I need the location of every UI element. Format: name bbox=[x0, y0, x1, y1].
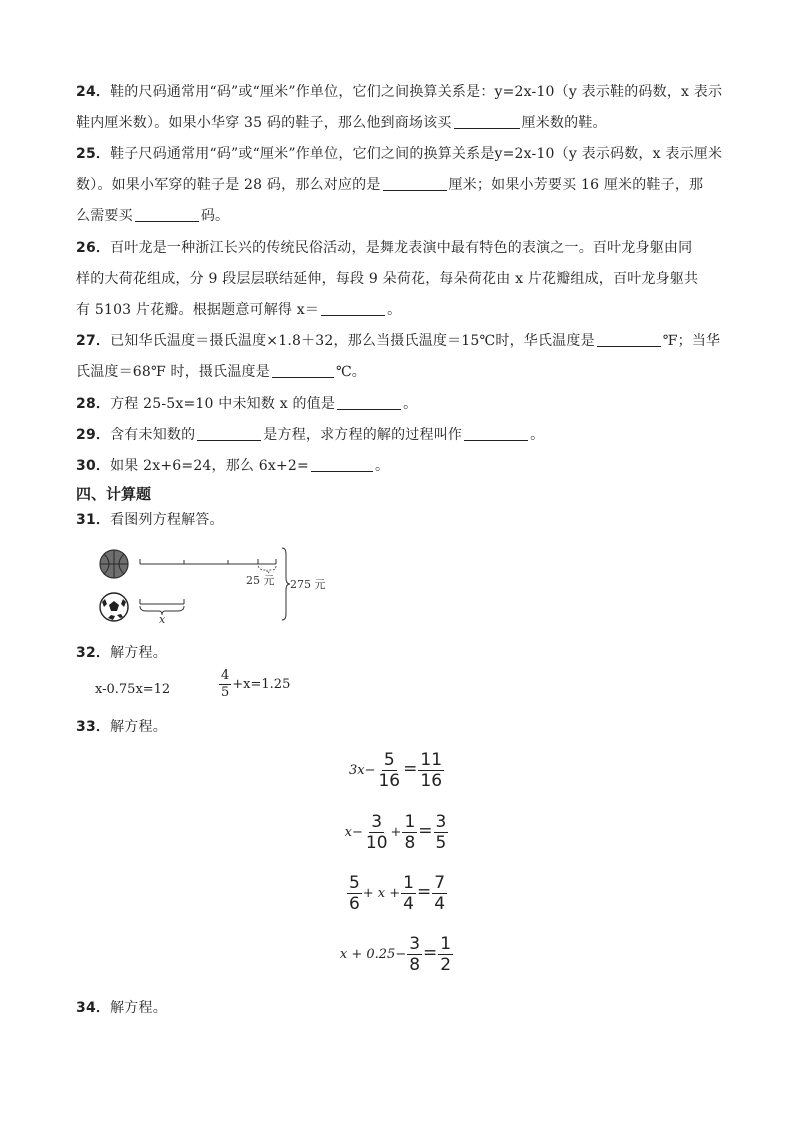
q26-line1 bbox=[76, 238, 726, 258]
q33-e2-n3: 3 bbox=[435, 812, 447, 832]
q33-e3-middle: + x + bbox=[362, 886, 401, 901]
q34-number: 34． bbox=[76, 1000, 111, 1016]
q25-answer-blank-2[interactable] bbox=[135, 207, 199, 222]
q33-e1-equals: = bbox=[403, 759, 418, 779]
q29-text-c: 。 bbox=[530, 427, 545, 443]
q34-text: 解方程。 bbox=[110, 1000, 167, 1016]
q33-e4-prefix: x + 0.25 bbox=[339, 947, 396, 962]
q33-e1-prefix: 3x bbox=[348, 763, 365, 778]
q30-text-a: 如果 2x+6=24，那么 6x+2= bbox=[110, 458, 309, 474]
q33-e4-n1: 3 bbox=[409, 934, 421, 954]
q29-text-a: 含有未知数的 bbox=[110, 427, 196, 443]
q33-e3-d3: 4 bbox=[434, 894, 446, 914]
q28-text-b: 。 bbox=[403, 396, 418, 412]
q32-number: 32． bbox=[76, 645, 111, 661]
q28-line bbox=[76, 394, 726, 414]
q33-e4-equals: = bbox=[423, 943, 438, 963]
q24-text-1: 鞋的尺码通常用“码”或“厘米”作单位，它们之间换算关系是：y=2x-10（y 表示鞋的码数，x 表示 bbox=[110, 84, 723, 100]
q27-line1 bbox=[76, 331, 726, 351]
q33-e2-n1: 3 bbox=[371, 812, 383, 832]
q32-eq2-rest: +x=1.25 bbox=[232, 677, 291, 692]
q26-line3 bbox=[76, 300, 726, 320]
q27-text-2b: ℃。 bbox=[335, 364, 366, 380]
q33-e1-d2: 16 bbox=[420, 771, 443, 791]
q26-answer-blank[interactable] bbox=[321, 301, 385, 316]
q26-text-2: 样的大荷花组成，分 9 段层层联结延伸，每段 9 朵荷花，每朵荷花由 x 片花瓣组成，百叶龙身躯共 bbox=[76, 271, 699, 287]
q27-number: 27． bbox=[76, 333, 111, 349]
q33-e2-equals: = bbox=[418, 821, 433, 841]
q26-text-3a: 有 5103 片花瓣。根据题意可解得 x＝ bbox=[76, 302, 320, 318]
q33-e2-frac3 bbox=[434, 812, 449, 853]
basketball-icon bbox=[100, 550, 128, 578]
q28-number: 28． bbox=[76, 396, 111, 412]
q33-e2-plus: + bbox=[390, 825, 402, 840]
q27-text-2a: 氏温度＝68℉ 时，摄氏温度是 bbox=[76, 364, 270, 380]
q33-e3-n2: 1 bbox=[403, 873, 414, 893]
q32-text: 解方程。 bbox=[110, 645, 167, 661]
q33-e2-frac1 bbox=[364, 812, 390, 853]
q29-answer-blank-2[interactable] bbox=[464, 426, 528, 441]
q25-text-3b: 码。 bbox=[200, 208, 230, 224]
q27-line2 bbox=[76, 362, 726, 382]
q33-equation-1: 3x− $\frac{5}{16}$ = $\frac{11}{16}$ bbox=[348, 750, 443, 791]
label-25-yuan: 25 元 bbox=[246, 574, 275, 587]
q32-equation-1: x-0.75x=12 bbox=[95, 682, 171, 697]
q33-e3-n3: 7 bbox=[434, 873, 446, 893]
q24-line1 bbox=[76, 82, 726, 102]
q33-e2-n2: 1 bbox=[404, 812, 416, 832]
q25-line3 bbox=[76, 206, 726, 226]
q33-e3-equals: = bbox=[416, 882, 432, 902]
q33-e4-d2: 2 bbox=[440, 955, 452, 975]
q26-line2 bbox=[76, 269, 726, 289]
q26-number: 26． bbox=[76, 240, 111, 256]
q33-e2-d1: 10 bbox=[365, 833, 388, 853]
q33-e3-frac3 bbox=[432, 873, 447, 914]
q33-number: 33． bbox=[76, 719, 111, 735]
q33-e1-n1: 5 bbox=[383, 750, 395, 770]
q29-number: 29． bbox=[76, 427, 111, 443]
q30-line bbox=[76, 456, 726, 476]
q31-line bbox=[76, 510, 726, 530]
q32-eq2-numerator: 4 bbox=[221, 668, 230, 683]
q28-answer-blank[interactable] bbox=[337, 395, 401, 410]
q33-e1-frac2 bbox=[418, 750, 444, 791]
q26-text-1: 百叶龙是一种浙江长兴的传统民俗活动，是舞龙表演中最有特色的表演之一。百叶龙身躯由同 bbox=[110, 240, 693, 256]
q30-text-b: 。 bbox=[374, 458, 390, 474]
q33-text: 解方程。 bbox=[110, 719, 167, 735]
section-heading-calculation: 四、计算题 bbox=[76, 485, 152, 503]
q32-eq2-denominator: 5 bbox=[221, 685, 230, 700]
q33-e1-d1: 16 bbox=[378, 771, 401, 791]
q34-line bbox=[76, 998, 726, 1018]
q33-e2-d3: 5 bbox=[435, 833, 447, 853]
q28-text-a: 方程 25-5x=10 中未知数 x 的值是 bbox=[110, 396, 336, 412]
q26-text-3b: 。 bbox=[387, 302, 402, 318]
q33-line bbox=[76, 717, 726, 737]
label-x: x bbox=[159, 613, 166, 624]
q32-line bbox=[76, 643, 726, 663]
q27-answer-blank-1[interactable] bbox=[597, 332, 661, 347]
q33-e1-frac1 bbox=[376, 750, 402, 791]
q33-e2-d2: 8 bbox=[404, 833, 416, 853]
q30-number: 30． bbox=[76, 458, 111, 474]
q33-e3-d1: 6 bbox=[348, 894, 360, 914]
q24-text-2b: 厘米数的鞋。 bbox=[521, 115, 607, 131]
label-275-yuan: 275 元 bbox=[290, 578, 326, 591]
q33-e4-frac2 bbox=[438, 934, 453, 975]
q30-answer-blank[interactable] bbox=[311, 457, 373, 472]
q25-line1 bbox=[76, 144, 726, 164]
q29-answer-blank-1[interactable] bbox=[197, 426, 261, 441]
basketball-segment-line bbox=[140, 559, 276, 573]
q33-e3-n1: 5 bbox=[348, 873, 360, 893]
q33-e3-d2: 4 bbox=[403, 894, 414, 914]
q33-e4-frac1 bbox=[407, 934, 422, 975]
total-brace bbox=[282, 548, 290, 620]
q27-answer-blank-2[interactable] bbox=[272, 363, 334, 378]
q27-text-1b: ℉；当华 bbox=[662, 333, 721, 349]
q29-text-b: 是方程，求方程的解的过程叫作 bbox=[263, 427, 463, 443]
q33-e4-n2: 1 bbox=[440, 934, 452, 954]
q33-e2-prefix: x bbox=[344, 825, 352, 840]
q33-e4-d1: 8 bbox=[409, 955, 421, 975]
q33-equation-4: x + 0.25− $\frac{3}{8}$ = $\frac{1}{2}$ bbox=[339, 934, 452, 975]
q27-text-1a: 已知华氏温度＝摄氏温度×1.8＋32，那么当摄氏温度＝15℃时，华氏温度是 bbox=[110, 333, 595, 349]
soccer-ball-icon bbox=[100, 593, 128, 621]
q33-e1-n2: 11 bbox=[420, 750, 443, 770]
q33-equation-3 bbox=[0, 873, 794, 914]
q33-e3-frac1 bbox=[347, 873, 362, 914]
q29-line bbox=[76, 425, 726, 445]
q31-diagram bbox=[96, 544, 336, 624]
q32-eq2-fraction bbox=[219, 668, 231, 701]
q25-line2 bbox=[76, 175, 726, 195]
q31-diagram-svg bbox=[96, 544, 336, 624]
q25-text-2b: 厘米；如果小芳要买 16 厘米的鞋子，那 bbox=[448, 177, 704, 193]
q31-number: 31． bbox=[76, 512, 111, 528]
q32-equation-2 bbox=[218, 668, 290, 701]
q31-text: 看图列方程解答。 bbox=[110, 512, 224, 528]
q24-line2 bbox=[76, 113, 726, 133]
q25-answer-blank-1[interactable] bbox=[383, 176, 447, 191]
q24-number: 24． bbox=[76, 84, 111, 100]
q25-text-1: 鞋子尺码通常用“码”或“厘米”作单位，它们之间的换算关系是y=2x-10（y 表示码数，x 表示厘米 bbox=[110, 146, 723, 162]
q33-e2-frac2 bbox=[402, 812, 417, 853]
q24-answer-blank[interactable] bbox=[454, 114, 520, 129]
q24-text-2a: 鞋内厘米数）。如果小华穿 35 码的鞋子，那么他到商场该买 bbox=[76, 115, 452, 131]
q33-e3-frac2 bbox=[401, 873, 416, 914]
q25-number: 25． bbox=[76, 146, 111, 162]
q33-equation-2: x− $\frac{3}{10}$ + $\frac{1}{8}$ = $\frac{3}{5}$ bbox=[344, 812, 447, 853]
q25-text-2a: 数）。如果小军穿的鞋子是 28 码，那么对应的是 bbox=[76, 177, 381, 193]
q25-text-3a: 么需要买 bbox=[76, 208, 133, 224]
